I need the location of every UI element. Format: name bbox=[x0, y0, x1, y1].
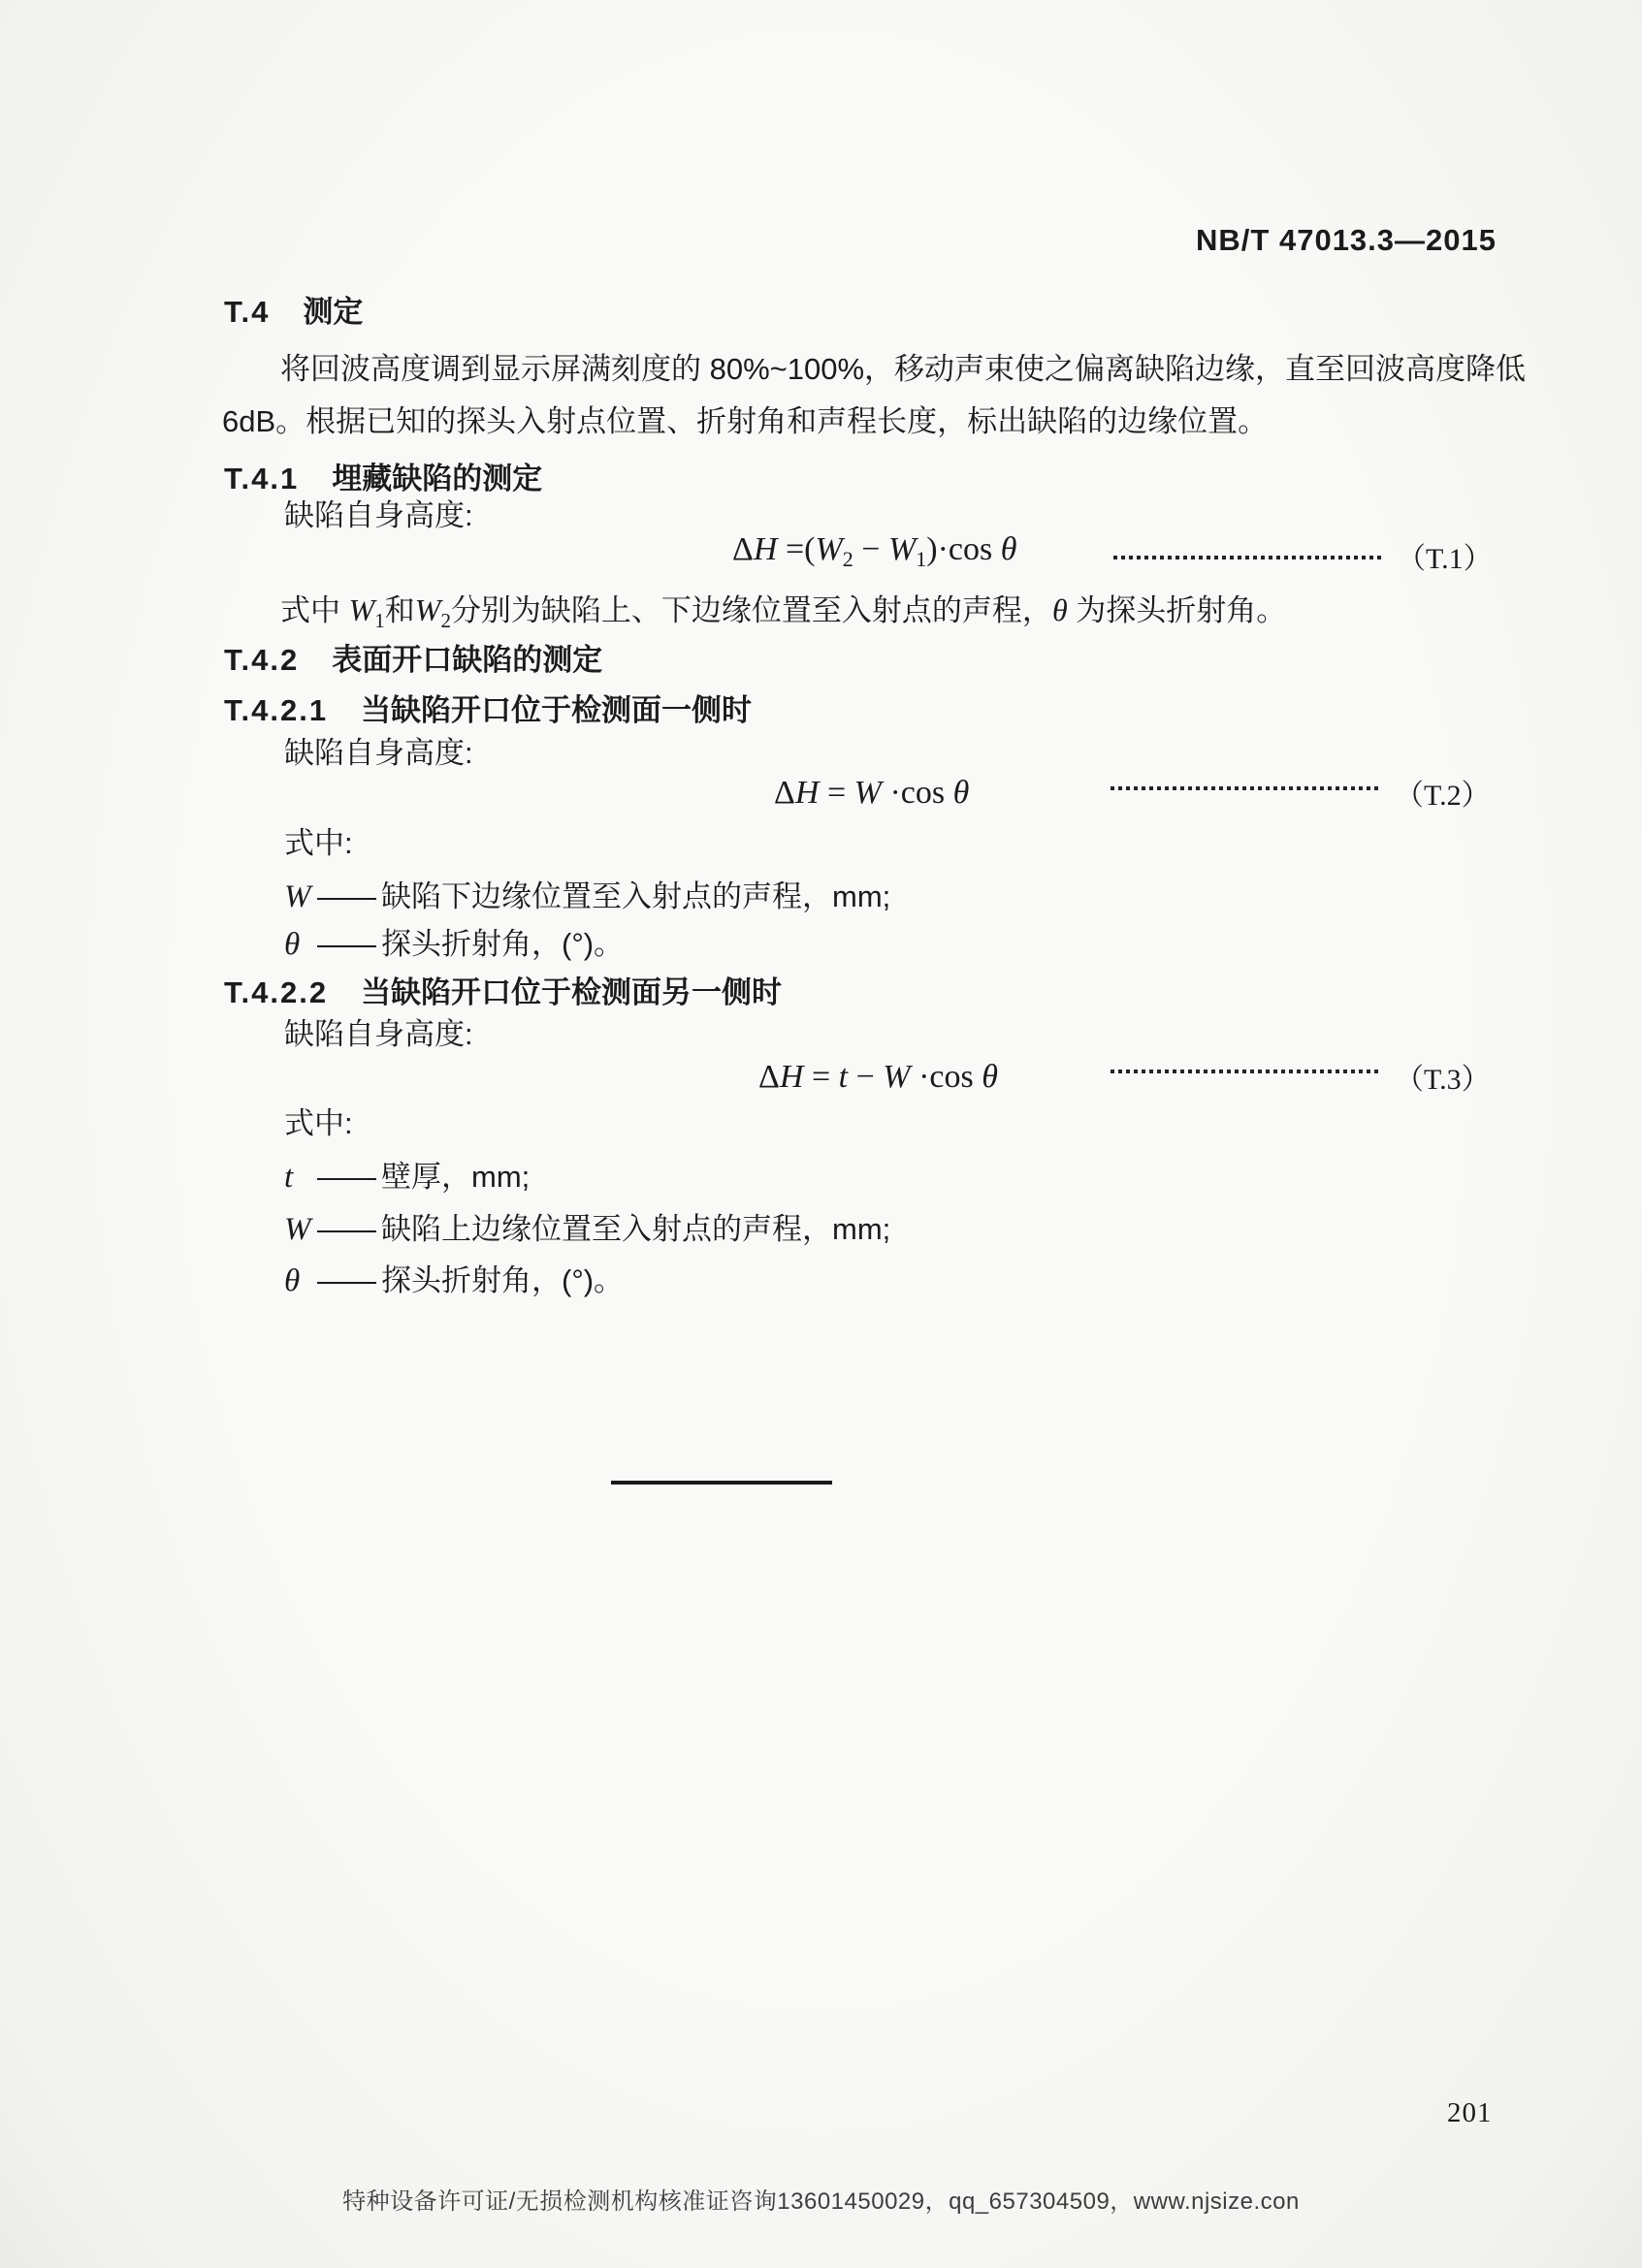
section-heading-t42 bbox=[224, 635, 602, 679]
where-label: 式中: bbox=[284, 1106, 353, 1140]
definition-text: 缺陷上边缘位置至入射点的声程，mm; bbox=[381, 1212, 891, 1246]
defect-height-label: 缺陷自身高度: bbox=[284, 736, 473, 770]
definition-dash: —— bbox=[317, 1160, 375, 1194]
formula-t2-expression: ΔH = W ·cos θ bbox=[774, 775, 970, 811]
definition-dash: —— bbox=[317, 1212, 375, 1246]
formula-t1-label: （T.1） bbox=[1397, 543, 1493, 575]
section-title: 表面开口缺陷的测定 bbox=[332, 643, 603, 677]
where-label: 式中: bbox=[284, 826, 353, 860]
standard-number: NB/T 47013.3—2015 bbox=[1196, 223, 1497, 257]
dotted-leader bbox=[1113, 556, 1383, 559]
definition-text: 缺陷下边缘位置至入射点的声程，mm; bbox=[381, 879, 891, 913]
footer-contact-text: 特种设备许可证/无损检测机构核准证咨询13601450029，qq_657304509，www.njsize.con bbox=[342, 2188, 1300, 2215]
definition-dash: —— bbox=[317, 927, 375, 961]
dotted-leader bbox=[1111, 1070, 1380, 1073]
formula-t2-label: （T.2） bbox=[1395, 780, 1491, 812]
definition-item bbox=[284, 919, 624, 963]
section-heading-t421 bbox=[224, 686, 752, 729]
definition-dash: —— bbox=[317, 1263, 375, 1297]
section-heading-t422 bbox=[224, 968, 782, 1011]
symbol-term: t bbox=[284, 1160, 294, 1195]
section-number: T.4 bbox=[224, 295, 271, 329]
definition-text: 壁厚，mm; bbox=[381, 1160, 531, 1194]
section-title: 测定 bbox=[303, 295, 364, 329]
definition-item bbox=[284, 872, 890, 915]
paragraph-line: 将回波高度调到显示屏满刻度的 80%~100%，移动声束使之偏离缺陷边缘，直至回波高度降低 bbox=[280, 352, 1527, 386]
symbol-term: W bbox=[284, 1212, 311, 1247]
defect-height-label: 缺陷自身高度: bbox=[284, 1017, 473, 1051]
section-title: 当缺陷开口位于检测面一侧时 bbox=[361, 693, 753, 727]
section-number: T.4.1 bbox=[224, 462, 300, 495]
definition-item bbox=[284, 1204, 890, 1248]
defect-height-label: 缺陷自身高度: bbox=[284, 498, 473, 532]
symbol-term: θ bbox=[284, 927, 301, 962]
dotted-leader bbox=[1111, 786, 1380, 790]
section-number: T.4.2.2 bbox=[224, 975, 329, 1009]
section-heading-t4 bbox=[224, 287, 363, 331]
symbol-term: W bbox=[284, 879, 311, 914]
section-number: T.4.2.1 bbox=[224, 693, 329, 727]
formula-t1-expression: $\Delta H =(W_2 - W_1)\cdot\cos$ θ bbox=[732, 531, 1017, 571]
end-of-text-rule bbox=[611, 1481, 832, 1485]
definition-dash: —— bbox=[317, 879, 375, 913]
definition-item bbox=[284, 1152, 530, 1196]
formula-t3-expression: ΔH = t − W ·cos θ bbox=[758, 1059, 998, 1095]
definition-item bbox=[284, 1256, 624, 1299]
section-heading-t41 bbox=[224, 454, 542, 497]
section-number: T.4.2 bbox=[224, 643, 300, 677]
formula-t3-label: （T.3） bbox=[1395, 1064, 1491, 1096]
section-title: 埋藏缺陷的测定 bbox=[332, 462, 543, 495]
definition-text: 探头折射角，(°)。 bbox=[381, 1263, 625, 1297]
page-number: 201 bbox=[1447, 2097, 1493, 2128]
symbol-term: θ bbox=[284, 1263, 301, 1298]
definition-text: 探头折射角，(°)。 bbox=[381, 927, 625, 961]
section-title: 当缺陷开口位于检测面另一侧时 bbox=[361, 975, 783, 1009]
formula-t1-note: 式中 $W_1$和$W_2$分别为缺陷上、下边缘位置至入射点的声程，θ 为探头折射角。 bbox=[280, 592, 1287, 632]
paragraph-line: 6dB。根据已知的探头入射点位置、折射角和声程长度，标出缺陷的边缘位置。 bbox=[222, 404, 1269, 438]
